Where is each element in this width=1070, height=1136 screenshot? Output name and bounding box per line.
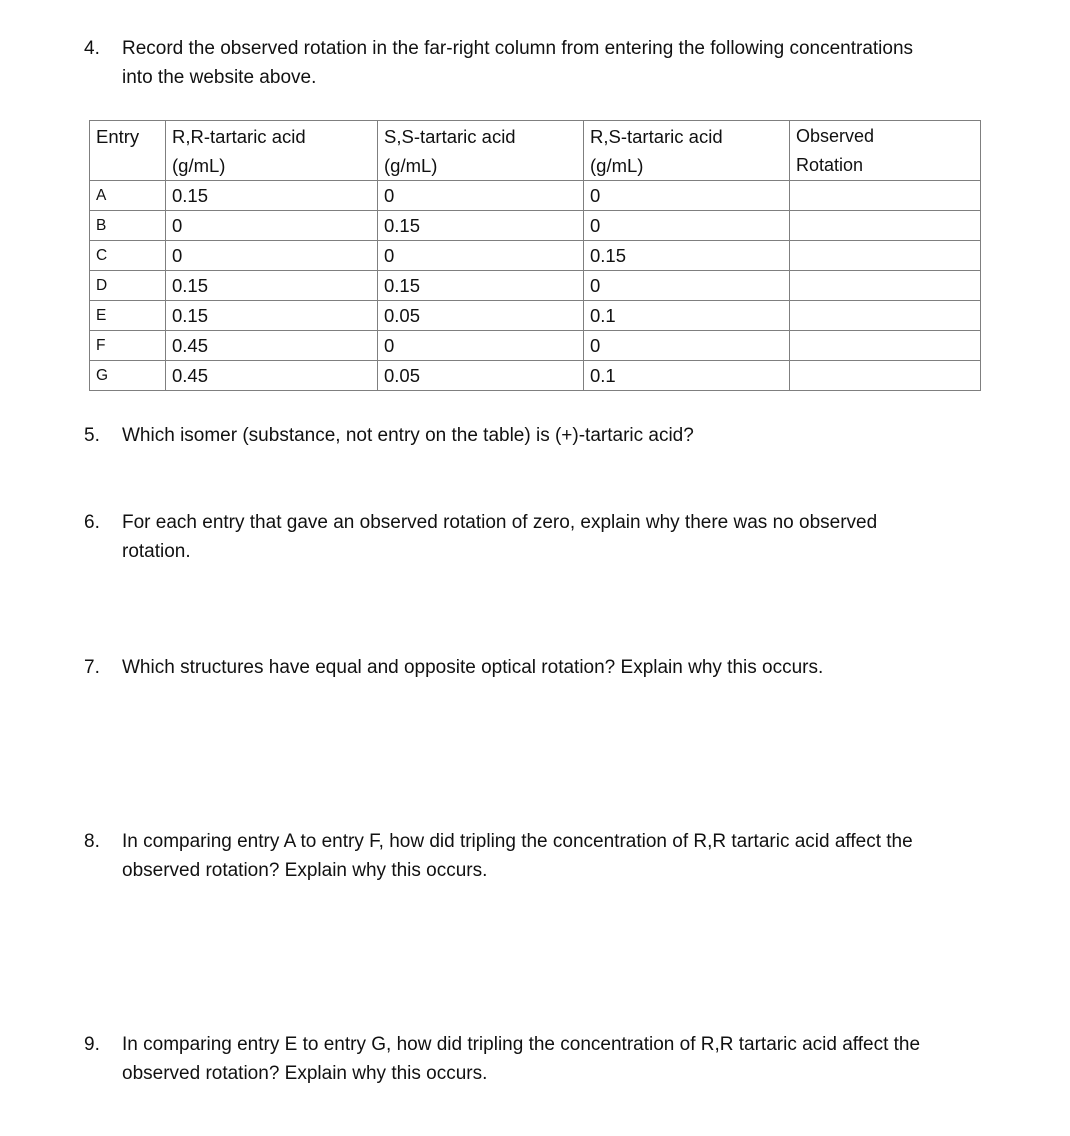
question-8-text: In comparing entry A to entry F, how did tripling the concentration of R,R tartaric acid affect the observed rotation? Explain why this occurs. [122, 831, 913, 881]
table-header-row [90, 121, 981, 181]
question-6-text: For each entry that gave an observed rotation of zero, explain why there was no observed rotation. [122, 512, 878, 562]
question-4-number: 4. [84, 38, 100, 59]
header-ss-tartaric-acid: S,S-tartaric acid (g/mL) [378, 121, 584, 181]
question-7-text: Which structures have equal and opposite optical rotation? Explain why this occurs. [122, 657, 824, 678]
rs-cell: 0 [584, 331, 790, 361]
rr-cell: 0.15 [166, 301, 378, 331]
observed-rotation-cell[interactable] [790, 211, 981, 241]
question-5-text: Which isomer (substance, not entry on the table) is (+)-tartaric acid? [122, 425, 694, 446]
ss-cell: 0 [378, 331, 584, 361]
ss-cell: 0.05 [378, 301, 584, 331]
ss-cell: 0 [378, 181, 584, 211]
rr-cell: 0.15 [166, 271, 378, 301]
question-6-number: 6. [84, 512, 100, 533]
rr-cell: 0.45 [166, 361, 378, 391]
table-row [90, 331, 981, 361]
entry-cell: G [90, 361, 166, 391]
header-observed-rotation: Observed Rotation [790, 121, 981, 181]
question-9-text: In comparing entry E to entry G, how did tripling the concentration of R,R tartaric acid affect the observed rotation? Explain why this occurs. [122, 1034, 921, 1084]
question-9-number: 9. [84, 1034, 100, 1055]
rr-cell: 0.45 [166, 331, 378, 361]
observed-rotation-cell[interactable] [790, 241, 981, 271]
rs-cell: 0 [584, 181, 790, 211]
ss-cell: 0.05 [378, 361, 584, 391]
rr-cell: 0 [166, 241, 378, 271]
question-5-number: 5. [84, 425, 100, 446]
concentration-table [89, 120, 981, 391]
table-row [90, 361, 981, 391]
question-8-number: 8. [84, 831, 100, 852]
table-row [90, 211, 981, 241]
entry-cell: E [90, 301, 166, 331]
question-7 [84, 653, 984, 682]
entry-cell: F [90, 331, 166, 361]
header-rr-tartaric-acid: R,R-tartaric acid (g/mL) [166, 121, 378, 181]
header-rs-tartaric-acid: R,S-tartaric acid (g/mL) [584, 121, 790, 181]
table-row [90, 181, 981, 211]
observed-rotation-cell[interactable] [790, 271, 981, 301]
rs-cell: 0 [584, 271, 790, 301]
question-7-number: 7. [84, 657, 100, 678]
entry-cell: C [90, 241, 166, 271]
question-5 [84, 421, 984, 450]
table-row [90, 241, 981, 271]
rs-cell: 0.1 [584, 301, 790, 331]
entry-cell: B [90, 211, 166, 241]
rr-cell: 0 [166, 211, 378, 241]
question-9 [84, 1030, 984, 1088]
rr-cell: 0.15 [166, 181, 378, 211]
observed-rotation-cell[interactable] [790, 301, 981, 331]
question-8 [84, 827, 984, 885]
observed-rotation-cell[interactable] [790, 181, 981, 211]
rs-cell: 0.1 [584, 361, 790, 391]
entry-cell: D [90, 271, 166, 301]
header-entry: Entry [90, 121, 166, 181]
rs-cell: 0.15 [584, 241, 790, 271]
rs-cell: 0 [584, 211, 790, 241]
ss-cell: 0.15 [378, 271, 584, 301]
question-4 [84, 34, 984, 92]
ss-cell: 0 [378, 241, 584, 271]
table-row [90, 301, 981, 331]
question-4-text: Record the observed rotation in the far-right column from entering the following concentrations into the website above. [122, 38, 914, 88]
question-6 [84, 508, 984, 566]
observed-rotation-cell[interactable] [790, 361, 981, 391]
ss-cell: 0.15 [378, 211, 584, 241]
entry-cell: A [90, 181, 166, 211]
observed-rotation-cell[interactable] [790, 331, 981, 361]
table-row [90, 271, 981, 301]
